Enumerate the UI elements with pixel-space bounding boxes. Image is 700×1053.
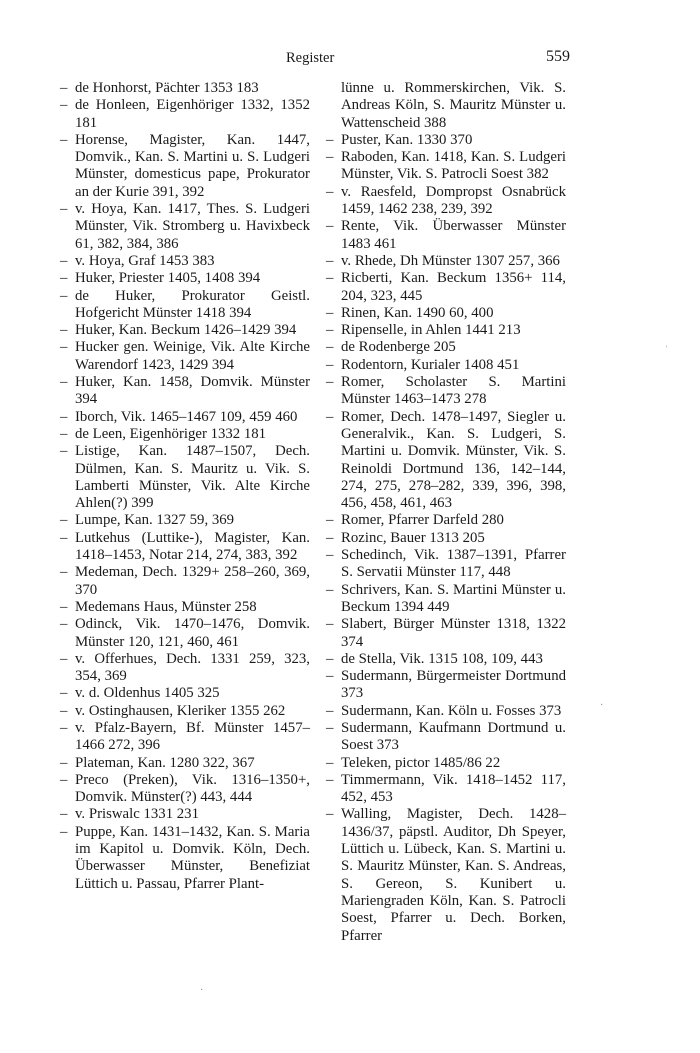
index-entry: – Sudermann, Bürgermeister Dortmund 373	[328, 668, 566, 703]
index-entry: – Rozinc, Bauer 1313 205	[328, 530, 566, 547]
stray-mark: ʾ	[665, 345, 669, 356]
index-entry: – Huker, Kan. Beckum 1426–1429 394	[62, 322, 310, 339]
index-entry: – de Rodenberge 205	[328, 339, 566, 356]
index-entry: – Slabert, Bürger Münster 1318, 1322 374	[328, 616, 566, 651]
page-title: Register	[286, 50, 335, 66]
index-entry: – Ripenselle, in Ahlen 1441 213	[328, 322, 566, 339]
index-entry: – Medeman, Dech. 1329+ 258–260, 369, 370	[62, 564, 310, 599]
index-entry: – Raboden, Kan. 1418, Kan. S. Ludgeri Münster, Vik. S. Patrocli Soest 382	[328, 149, 566, 184]
index-entry: – Rente, Vik. Überwasser Münster 1483 461	[328, 218, 566, 253]
index-entry: – Puppe, Kan. 1431–1432, Kan. S. Maria im Kapitol u. Domvik. Köln, Dech. Überwasser Münster, Benefiziat Lüttich u. Passau, Pfarrer Plant-	[62, 824, 310, 893]
index-entry: – Rodentorn, Kurialer 1408 451	[328, 357, 566, 374]
index-entry: – Huker, Priester 1405, 1408 394	[62, 270, 310, 287]
index-entry: – Preco (Preken), Vik. 1316–1350+, Domvik. Münster(?) 443, 444	[62, 772, 310, 807]
index-entry: – Schrivers, Kan. S. Martini Münster u. Beckum 1394 449	[328, 582, 566, 617]
index-entry: – v. Rhede, Dh Münster 1307 257, 366	[328, 253, 566, 270]
index-entry: – Rinen, Kan. 1490 60, 400	[328, 305, 566, 322]
index-entry: – Sudermann, Kan. Köln u. Fosses 373	[328, 703, 566, 720]
index-entry: – Lumpe, Kan. 1327 59, 369	[62, 512, 310, 529]
index-entry: – Odinck, Vik. 1470–1476, Domvik. Münster 120, 121, 460, 461	[62, 616, 310, 651]
index-entry: – v. Raesfeld, Dompropst Osnabrück 1459, 1462 238, 239, 392	[328, 184, 566, 219]
index-entry: – Romer, Pfarrer Darfeld 280	[328, 512, 566, 529]
index-entry: – Horense, Magister, Kan. 1447, Domvik., Kan. S. Martini u. S. Ludgeri Münster, domesticus pape, Prokurator an der Kurie 391, 392	[62, 132, 310, 201]
index-entry: – Hucker gen. Weinige, Vik. Alte Kirche Warendorf 1423, 1429 394	[62, 339, 310, 374]
index-entry: – v. d. Oldenhus 1405 325	[62, 685, 310, 702]
page-number: 559	[546, 48, 570, 65]
index-entry: – v. Hoya, Kan. 1417, Thes. S. Ludgeri Münster, Vik. Stromberg u. Havixbeck 61, 382, 384, 386	[62, 201, 310, 253]
index-entry: – de Stella, Vik. 1315 108, 109, 443	[328, 651, 566, 668]
index-entry: – v. Ostinghausen, Kleriker 1355 262	[62, 703, 310, 720]
index-entry: – Puster, Kan. 1330 370	[328, 132, 566, 149]
index-entry: – de Honhorst, Pächter 1353 183	[62, 80, 310, 97]
index-entry: – v. Priswalc 1331 231	[62, 806, 310, 823]
stray-mark: ·	[600, 700, 604, 711]
index-entry: – Teleken, pictor 1485/86 22	[328, 755, 566, 772]
index-entry: – Sudermann, Kaufmann Dortmund u. Soest 373	[328, 720, 566, 755]
index-entry: – de Honleen, Eigenhöriger 1332, 1352 181	[62, 97, 310, 132]
index-entry: – Schedinch, Vik. 1387–1391, Pfarrer S. Servatii Münster 117, 448	[328, 547, 566, 582]
index-entry: – Romer, Scholaster S. Martini Münster 1463–1473 278	[328, 374, 566, 409]
index-entry: – Walling, Magister, Dech. 1428–1436/37, päpstl. Auditor, Dh Speyer, Lüttich u. Lübeck, Kan. S. Martini u. S. Mauritz Münster, Kan. S. Andreas, S. Gereon, S. Kunibert u. Mariengraden Köln, Kan. S. Patrocli Soest, Pfarrer u. Dech. Borken, Pfarrer	[328, 806, 566, 944]
index-column-right	[328, 80, 566, 945]
index-entry: – Ricberti, Kan. Beckum 1356+ 114, 204, 323, 445	[328, 270, 566, 305]
index-entry: – Lutkehus (Luttike-), Magister, Kan. 1418–1453, Notar 214, 274, 383, 392	[62, 530, 310, 565]
index-entry: – de Huker, Prokurator Geistl. Hofgericht Münster 1418 394	[62, 288, 310, 323]
index-entry: – Romer, Dech. 1478–1497, Siegler u. Generalvik., Kan. S. Ludgeri, S. Martini u. Domvik. Münster, Vik. S. Reinoldi Dortmund 136, 142–144, 274, 275, 278–282, 339, 396, 398, 456, 458, 461, 463	[328, 409, 566, 513]
stray-mark: ·	[200, 985, 204, 996]
index-entry: – v. Offerhues, Dech. 1331 259, 323, 354, 369	[62, 651, 310, 686]
index-entry: – Iborch, Vik. 1465–1467 109, 459 460	[62, 409, 310, 426]
index-entry: – Medemans Haus, Münster 258	[62, 599, 310, 616]
index-entry: – Listige, Kan. 1487–1507, Dech. Dülmen, Kan. S. Mauritz u. Vik. S. Lamberti Münster, Vik. Alte Kirche Ahlen(?) 399	[62, 443, 310, 512]
index-entry-continued: lünne u. Rommerskirchen, Vik. S. Andreas Köln, S. Mauritz Münster u. Wattenscheid 388	[341, 80, 566, 131]
index-entry: – Plateman, Kan. 1280 322, 367	[62, 755, 310, 772]
index-entry: – de Leen, Eigenhöriger 1332 181	[62, 426, 310, 443]
index-column-left	[62, 80, 310, 893]
running-head	[0, 50, 700, 70]
index-entry: – v. Pfalz-Bayern, Bf. Münster 1457–1466 272, 396	[62, 720, 310, 755]
index-entry: – Huker, Kan. 1458, Domvik. Münster 394	[62, 374, 310, 409]
index-entry: – v. Hoya, Graf 1453 383	[62, 253, 310, 270]
index-entry: – Timmermann, Vik. 1418–1452 117, 452, 453	[328, 772, 566, 807]
